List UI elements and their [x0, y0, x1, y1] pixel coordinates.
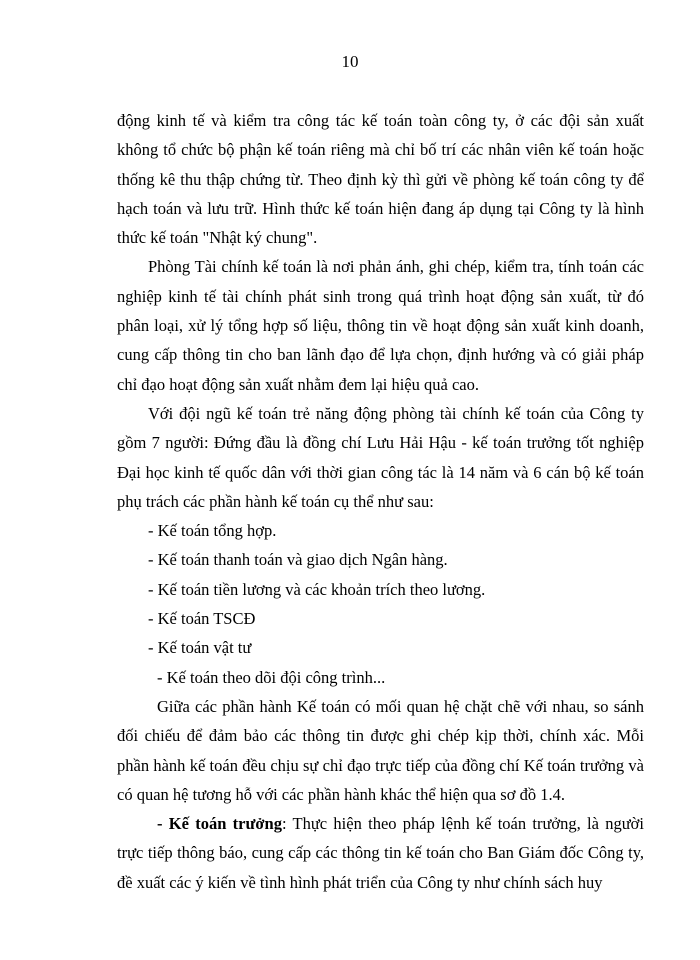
- list-item: - Kế toán TSCĐ: [148, 609, 256, 629]
- list-item: - Kế toán tiền lương và các khoản trích theo lương.: [148, 579, 486, 599]
- paragraph-continuation: động kinh tế và kiểm tra công tác kế toán toàn công ty, ở các đội sản xuất không tổ chức bộ phận kế toán riêng mà chỉ bố trí các nhân viên kế toán hoặc thống kê thu thập chứng từ. Theo định kỳ thì gửi về phòng kế toán công ty để hạch toán và lưu trữ. Hình thức kế toán hiện đang áp dụng tại Công ty là hình thức kế toán "Nhật ký chung".: [117, 111, 644, 248]
- list-item: - Kế toán tổng hợp.: [148, 521, 277, 541]
- list-item: - Kế toán vật tư: [148, 638, 252, 658]
- paragraph-chief-accountant: [117, 809, 644, 897]
- list-item: - Kế toán thanh toán và giao dịch Ngân hàng.: [148, 550, 448, 570]
- body-text: [117, 106, 644, 897]
- accounting-roles-list: [117, 516, 644, 692]
- paragraph-accounting-department: Phòng Tài chính kế toán là nơi phản ánh, ghi chép, kiểm tra, tính toán các nghiệp kinh tế tài chính phát sinh trong quá trình hoạt động sản xuất, từ đó phân loại, xử lý tổng hợp số liệu, thông tin về hoạt động sản xuất kinh doanh, cung cấp thông tin cho ban lãnh đạo để lựa chọn, định hướng và có giải pháp chỉ đạo hoạt động sản xuất nhằm đem lại hiệu quả cao.: [117, 257, 644, 394]
- paragraph-team-overview: Với đội ngũ kế toán trẻ năng động phòng tài chính kế toán của Công ty gồm 7 người: Đứng đầu là đồng chí Lưu Hải Hậu - kế toán trưởng tốt nghiệp Đại học kinh tế quốc dân với thời gian công tác là 14 năm và 6 cán bộ kế toán phụ trách các phần hành kế toán cụ thể như sau:: [117, 403, 644, 511]
- page-number: 10: [341, 52, 359, 71]
- chief-accountant-text: : Thực hiện theo pháp lệnh kế toán trưởng, là người trực tiếp thông báo, cung cấp các thông tin kế toán cho Ban Giám đốc Công ty, đề xuất các ý kiến về tình hình phát triển của Công ty như chính sách huy: [117, 814, 644, 892]
- paragraph-relationships: Giữa các phần hành Kế toán có mối quan hệ chặt chẽ với nhau, so sánh đối chiếu để đảm bảo các thông tin được ghi chép kịp thời, chính xác. Mỗi phần hành kế toán đều chịu sự chỉ đạo trực tiếp của đồng chí Kế toán trưởng và có quan hệ tương hỗ với các phần hành khác thể hiện qua sơ đồ 1.4.: [117, 696, 644, 804]
- chief-accountant-heading: - Kế toán trưởng: [157, 814, 282, 834]
- list-item: - Kế toán theo dõi đội công trình...: [157, 667, 386, 687]
